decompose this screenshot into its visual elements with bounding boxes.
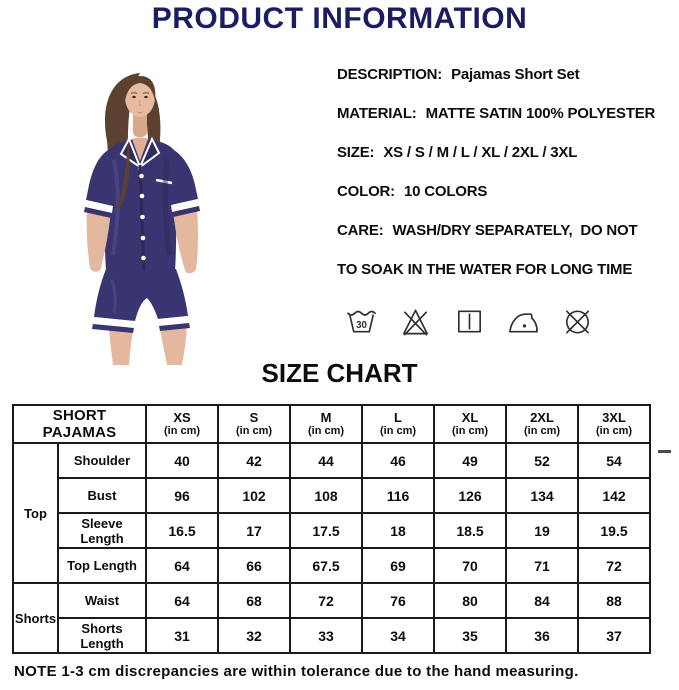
size-value-cell: 35	[434, 618, 506, 653]
eye-left	[132, 96, 136, 98]
page-title: PRODUCT INFORMATION	[151, 2, 528, 35]
size-value-cell: 84	[506, 583, 578, 618]
size-value-cell: 108	[290, 478, 362, 513]
button	[140, 194, 145, 199]
button	[140, 215, 145, 220]
detail-label: CARE:	[337, 222, 384, 239]
size-value-cell: 96	[146, 478, 218, 513]
button	[141, 236, 146, 241]
button	[141, 256, 146, 261]
size-value-cell: 68	[218, 583, 290, 618]
svg-text:30: 30	[356, 319, 367, 331]
button	[139, 174, 144, 179]
iron-low-heat-icon	[507, 303, 540, 340]
size-column-header-l: L (in cm)	[362, 405, 434, 443]
detail-description	[337, 66, 679, 82]
size-value-cell: 76	[362, 583, 434, 618]
size-value-cell: 64	[146, 548, 218, 583]
size-value-cell: 126	[434, 478, 506, 513]
care-symbols-row	[345, 303, 594, 340]
size-value-cell: 88	[578, 583, 650, 618]
row-label: Waist	[58, 583, 146, 618]
detail-value: XS / S / M / L / XL / 2XL / 3XL	[383, 144, 578, 161]
size-value-cell: 102	[218, 478, 290, 513]
size-value-cell: 34	[362, 618, 434, 653]
size-value-cell: 64	[146, 583, 218, 618]
table-row-waist	[13, 583, 650, 618]
detail-value: TO SOAK IN THE WATER FOR LONG TIME	[337, 261, 633, 278]
size-value-cell: 69	[362, 548, 434, 583]
size-value-cell: 37	[578, 618, 650, 653]
machine-wash-30-icon	[345, 303, 378, 340]
measurement-note: NOTE 1-3 cm discrepancies are within tolerance due to the hand measuring.	[14, 663, 579, 680]
size-chart-table	[12, 404, 651, 654]
product-details	[337, 66, 679, 300]
sleeve-left	[86, 149, 116, 206]
row-label: Top Length	[58, 548, 146, 583]
detail-value: MATTE SATIN 100% POLYESTER	[425, 105, 656, 122]
detail-care	[337, 222, 679, 238]
size-column-header-s: S (in cm)	[218, 405, 290, 443]
detail-material	[337, 105, 679, 121]
size-value-cell: 19	[506, 513, 578, 548]
size-value-cell: 33	[290, 618, 362, 653]
size-value-cell: 54	[578, 443, 650, 478]
size-value-cell: 44	[290, 443, 362, 478]
shorts	[94, 269, 188, 321]
row-label: Shoulder	[58, 443, 146, 478]
detail-value: Pajamas Short Set	[451, 66, 580, 83]
size-column-header-m: M (in cm)	[290, 405, 362, 443]
size-value-cell: 80	[434, 583, 506, 618]
size-value-cell: 72	[290, 583, 362, 618]
size-column-header-3xl: 3XL (in cm)	[578, 405, 650, 443]
stray-mark	[658, 450, 671, 453]
row-label: Sleeve Length	[58, 513, 146, 548]
table-row-shorts-length	[13, 618, 650, 653]
size-value-cell: 49	[434, 443, 506, 478]
table-row-sleeve-length	[13, 513, 650, 548]
row-label: Bust	[58, 478, 146, 513]
size-value-cell: 18.5	[434, 513, 506, 548]
size-value-cell: 71	[506, 548, 578, 583]
size-value-cell: 16.5	[146, 513, 218, 548]
size-value-cell: 17.5	[290, 513, 362, 548]
size-value-cell: 42	[218, 443, 290, 478]
size-value-cell: 142	[578, 478, 650, 513]
detail-size	[337, 144, 679, 160]
table-header-row	[13, 405, 650, 443]
size-value-cell: 17	[218, 513, 290, 548]
size-value-cell: 116	[362, 478, 434, 513]
size-value-cell: 19.5	[578, 513, 650, 548]
size-value-cell: 18	[362, 513, 434, 548]
sleeve-right	[168, 149, 198, 205]
group-label-top: Top	[13, 443, 58, 583]
size-column-header-2xl: 2XL (in cm)	[506, 405, 578, 443]
do-not-bleach-icon	[399, 303, 432, 340]
size-value-cell: 67.5	[290, 548, 362, 583]
table-row-top-length	[13, 548, 650, 583]
detail-value: WASH/DRY SEPARATELY, DO NOT	[392, 222, 638, 239]
table-corner-label: SHORT PAJAMAS	[13, 405, 146, 443]
detail-care-continued	[337, 261, 679, 277]
size-value-cell: 32	[218, 618, 290, 653]
detail-value: 10 COLORS	[403, 183, 488, 200]
size-chart-heading: SIZE CHART	[261, 358, 418, 388]
size-column-header-xl: XL (in cm)	[434, 405, 506, 443]
size-value-cell: 46	[362, 443, 434, 478]
detail-label: COLOR:	[337, 183, 395, 200]
do-not-dry-clean-icon	[561, 303, 594, 340]
size-value-cell: 52	[506, 443, 578, 478]
group-label-shorts: Shorts	[13, 583, 58, 653]
detail-label: SIZE:	[337, 144, 375, 161]
size-value-cell: 31	[146, 618, 218, 653]
size-value-cell: 36	[506, 618, 578, 653]
table-row-bust	[13, 478, 650, 513]
detail-label: MATERIAL:	[337, 105, 417, 122]
size-value-cell: 134	[506, 478, 578, 513]
product-photo	[50, 55, 330, 365]
table-row-shoulder	[13, 443, 650, 478]
eye-right	[144, 96, 148, 98]
detail-color	[337, 183, 679, 199]
size-column-header-xs: XS (in cm)	[146, 405, 218, 443]
size-value-cell: 66	[218, 548, 290, 583]
row-label: Shorts Length	[58, 618, 146, 653]
drip-dry-icon	[453, 303, 486, 340]
model-illustration	[50, 55, 330, 365]
size-value-cell: 72	[578, 548, 650, 583]
size-value-cell: 40	[146, 443, 218, 478]
size-value-cell: 70	[434, 548, 506, 583]
detail-label: DESCRIPTION:	[337, 66, 443, 83]
